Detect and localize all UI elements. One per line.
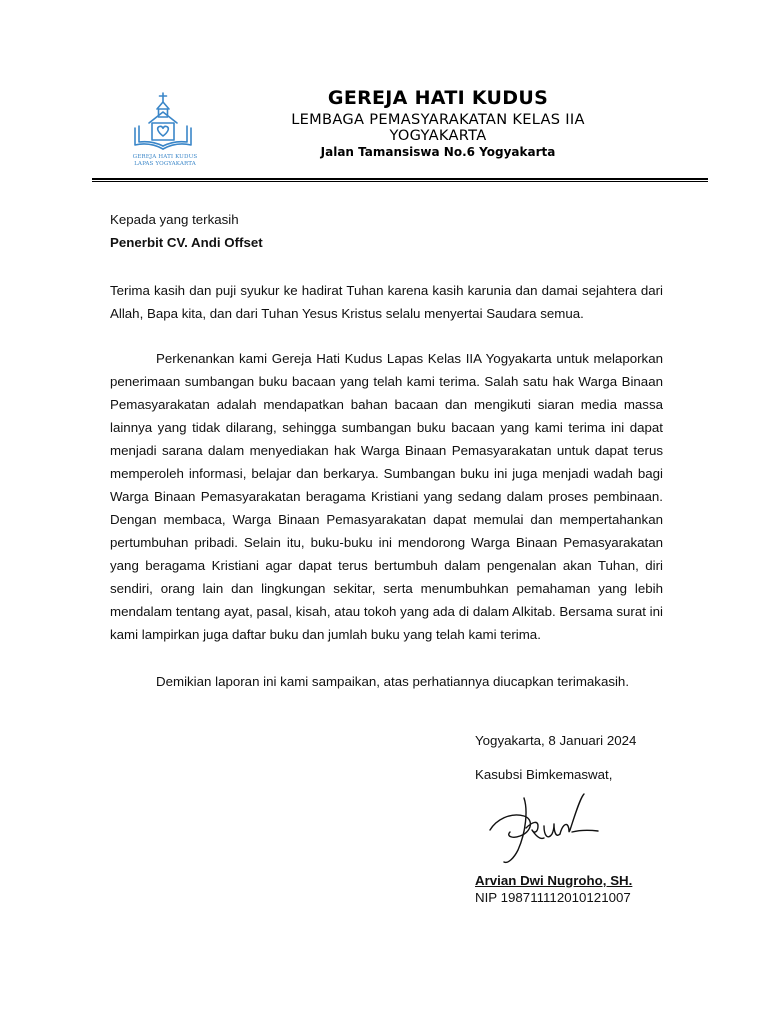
logo-text-line1: GEREJA HATI KUDUS bbox=[132, 154, 198, 160]
letterhead-divider bbox=[92, 178, 708, 182]
body-paragraph-1: Terima kasih dan puji syukur ke hadirat Tuhan karena kasih karunia dan damai sejahtera dari Allah, Bapa kita, dan dari Tuhan Yesus Kristus selalu menyertai Saudara semua. bbox=[110, 283, 663, 321]
signer-position: Kasubsi Bimkemaswat, bbox=[475, 767, 613, 782]
organization-name: GEREJA HATI KUDUS bbox=[327, 87, 549, 109]
church-book-icon bbox=[130, 90, 200, 152]
organization-subtitle-1: LEMBAGA PEMASYARAKATAN KELAS IIA bbox=[291, 111, 585, 128]
recipient-salutation: Kepada yang terkasih bbox=[110, 212, 239, 227]
signer-nip: NIP 198711112010121007 bbox=[475, 890, 631, 905]
handwritten-signature bbox=[488, 788, 603, 866]
church-logo bbox=[130, 90, 200, 168]
place-and-date: Yogyakarta, 8 Januari 2024 bbox=[475, 733, 637, 748]
recipient-name: Penerbit CV. Andi Offset bbox=[110, 235, 263, 250]
signer-name: Arvian Dwi Nugroho, SH. bbox=[475, 873, 633, 888]
organization-subtitle-2: YOGYAKARTA bbox=[389, 127, 487, 144]
body-paragraph-3: Demikian laporan ini kami sampaikan, atas perhatiannya diucapkan terimakasih. bbox=[156, 674, 630, 689]
organization-address: Jalan Tamansiswa No.6 Yogyakarta bbox=[320, 145, 556, 159]
logo-text-line2: LAPAS YOGYAKARTA bbox=[134, 161, 196, 167]
body-paragraph-2: Perkenankan kami Gereja Hati Kudus Lapas Kelas IIA Yogyakarta untuk melaporkan penerimaan sumbangan buku bacaan yang telah kami terima. Salah satu hak Warga Binaan Pemasyarakatan adalah mendapatkan bahan bacaan dan mengikuti siaran media massa lainnya yang tidak dilarang, sehingga sumbangan buku bacaan yang kami terima ini dapat menjadi sarana dalam menyediakan hak Warga Binaan Pemasyarakatan untuk dapat terus memperoleh informasi, belajar dan berkarya. Sumbangan buku ini juga menjadi wadah bagi Warga Binaan Pemasyarakatan beragama Kristiani yang sedang dalam proses pembinaan. Dengan membaca, Warga Binaan Pemasyarakatan dapat memulai dan mempertahankan pertumbuhan pribadi. Selain itu, buku-buku ini mendorong Warga Binaan Pemasyarakatan yang beragama Kristiani agar dapat terus bertumbuh dalam pengenalan akan Tuhan, diri sendiri, orang lain dan lingkungan sekitar, serta menumbuhkan pemahaman yang lebih mendalam tentang ayat, pasal, kisah, atau tokoh yang ada di dalam Alkitab. Bersama surat ini kami lampirkan juga daftar buku dan jumlah buku yang telah kami terima. bbox=[110, 351, 663, 642]
